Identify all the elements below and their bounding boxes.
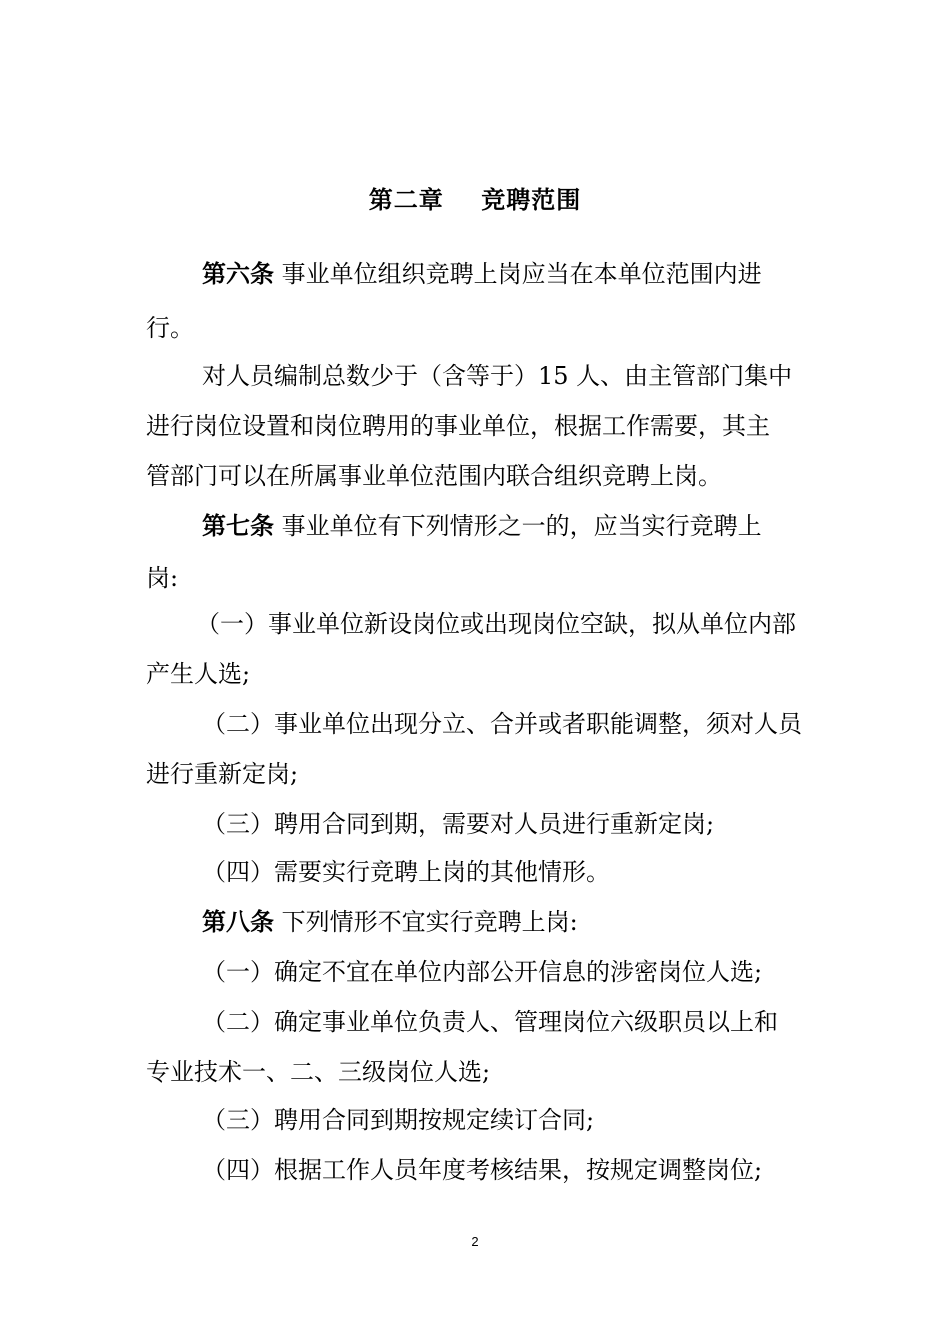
- article-8-line-1: [202, 906, 578, 938]
- article-6-label: 第六条: [202, 260, 274, 288]
- chapter-title: 第二章 竞聘范围: [368, 186, 582, 214]
- article-8-item-2-line-1: （二）确定事业单位负责人、管理岗位六级职员以上和: [202, 1008, 778, 1036]
- article-6-line-2: 行。: [146, 314, 194, 342]
- article-7-item-1-line-2: 产生人选;: [146, 660, 251, 688]
- article-8-label: 第八条: [202, 908, 274, 936]
- article-7-item-2-line-2: 进行重新定岗;: [146, 760, 299, 788]
- article-6-para-2-line-2: 进行岗位设置和岗位聘用的事业单位，根据工作需要，其主: [146, 412, 770, 440]
- article-6-para-2-line-1: 对人员编制总数少于（含等于）15 人、由主管部门集中: [202, 362, 793, 390]
- article-8-item-2-line-2: 专业技术一、二、三级岗位人选;: [146, 1058, 491, 1086]
- article-8-item-1: （一）确定不宜在单位内部公开信息的涉密岗位人选;: [202, 958, 763, 986]
- article-8-item-4: （四）根据工作人员年度考核结果，按规定调整岗位;: [202, 1156, 763, 1184]
- article-7-line-2: 岗:: [146, 564, 179, 592]
- article-6-line-1: [202, 258, 762, 290]
- article-7-item-2-line-1: （二）事业单位出现分立、合并或者职能调整，须对人员: [202, 710, 802, 738]
- page-number: 2: [471, 1234, 479, 1249]
- article-7-label: 第七条: [202, 512, 274, 540]
- article-7-line-1: [202, 510, 762, 542]
- article-6-para-2-line-3: 管部门可以在所属事业单位范围内联合组织竞聘上岗。: [146, 462, 722, 490]
- article-7-item-1-line-1: （一）事业单位新设岗位或出现岗位空缺，拟从单位内部: [196, 610, 796, 638]
- article-8-item-3: （三）聘用合同到期按规定续订合同;: [202, 1106, 595, 1134]
- article-7-text-1: 事业单位有下列情形之一的，应当实行竞聘上: [281, 512, 762, 540]
- article-8-text-1: 下列情形不宜实行竞聘上岗:: [281, 908, 578, 936]
- article-6-text-1: 事业单位组织竞聘上岗应当在本单位范围内进: [281, 260, 762, 288]
- article-7-item-4: （四）需要实行竞聘上岗的其他情形。: [202, 858, 610, 886]
- article-7-item-3: （三）聘用合同到期，需要对人员进行重新定岗;: [202, 810, 715, 838]
